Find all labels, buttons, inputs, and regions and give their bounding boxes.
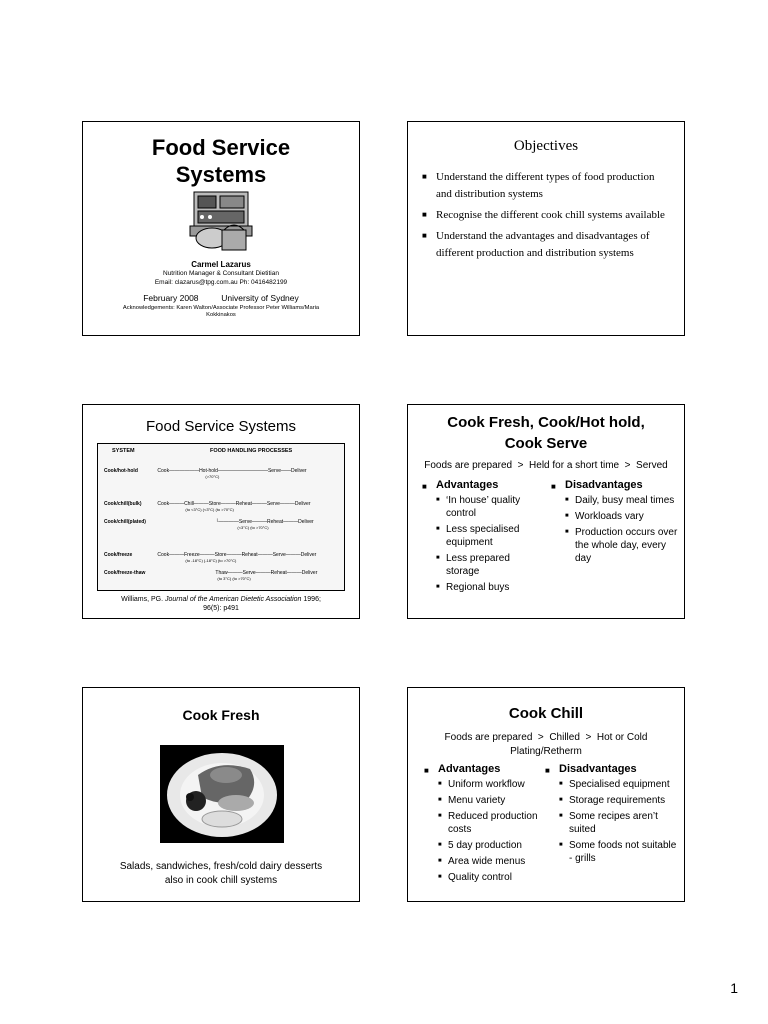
advantage-item: ■ Reduced production costs: [438, 810, 548, 836]
row-temps: (to 3°C) (to >70°C): [217, 576, 251, 581]
row-process: Cook——————Hot-hold——————————Serve——Deliver: [157, 468, 307, 474]
advantage-item: ■ Less specialised equipment: [436, 523, 546, 549]
advantages-heading: ■ Advantages: [424, 763, 548, 776]
advantage-item: ■ 5 day production: [438, 839, 548, 852]
advantage-item: ■ Uniform workflow: [438, 778, 548, 791]
disadvantage-item: ■ Daily, busy meal times: [565, 494, 679, 507]
table-row: [104, 501, 317, 519]
slide5-caption-line2: also in cook chill systems: [164, 875, 278, 886]
slide-title: [82, 121, 360, 336]
institution: University of Sydney: [221, 293, 299, 303]
disadvantage-item: ■ Production occurs over the whole day, every day: [565, 526, 679, 565]
row-system: Cook/hot-hold: [104, 468, 138, 474]
slide1-title-line1: Food Service: [151, 135, 291, 160]
table-row: [104, 570, 317, 588]
row-process: Cook———Chill———Store———Reheat———Serve———Deliver: [157, 501, 311, 507]
slide-cook-fresh: [82, 687, 360, 902]
table-header-processes: FOOD HANDLING PROCESSES: [210, 448, 293, 454]
row-temps: (to <3°C) (<3°C) (to >70°C): [185, 507, 234, 512]
row-temps: (to -18°C) (-18°C) (to >70°C): [185, 558, 237, 563]
advantage-item: ■ Menu variety: [438, 794, 548, 807]
slide2-title: Objectives: [513, 138, 579, 154]
slide4-title-line2: Cook Serve: [504, 435, 588, 452]
row-system: Cook/freeze: [104, 552, 133, 558]
disadvantage-item: ■ Some recipes aren’t suited: [559, 810, 679, 836]
advantages-heading: ■ Advantages: [422, 479, 546, 492]
slide-food-service-systems: [82, 404, 360, 619]
row-system: Cook/freeze-thaw: [104, 570, 146, 576]
row-process: Thaw———Serve———Reheat———Deliver: [215, 570, 318, 576]
kitchen-clipart-icon: [188, 190, 254, 252]
author-contact: Email: clazarus@tpg.com.au Ph: 0416482199: [154, 279, 288, 286]
advantage-item: ■ Quality control: [438, 871, 548, 884]
slide3-title: Food Service Systems: [145, 418, 297, 435]
acknowledgements-line1: Acknowledgements: Karen Walton/Associate Professor Peter Williams/Maria: [122, 305, 320, 311]
author-name: Carmel Lazarus: [191, 260, 251, 269]
disadvantage-item: ■ Workloads vary: [565, 510, 679, 523]
row-process: └————Serve———Reheat———Deliver: [215, 519, 314, 525]
page-number: 1: [730, 980, 738, 996]
presentation-date: February 2008: [143, 293, 199, 303]
advantage-item: ■ Area wide menus: [438, 855, 548, 868]
disadvantages-heading: ■ Disadvantages: [551, 479, 679, 492]
row-temps: (>70°C): [205, 474, 220, 479]
disadvantage-item: ■ Specialised equipment: [559, 778, 679, 791]
table-header-system: SYSTEM: [112, 448, 135, 454]
objective-item: ■ Understand the different types of food production and distribution systems: [422, 169, 670, 203]
row-process: Cook———Freeze———Store———Reheat———Serve———Deliver: [157, 552, 317, 558]
slide4-title-line1: Cook Fresh, Cook/Hot hold,: [447, 414, 645, 431]
disadvantage-item: ■ Some foods not suitable - grills: [559, 839, 679, 865]
plated-meal-photo-icon: [160, 745, 284, 843]
acknowledgements-line2: Kokkinakos: [206, 312, 236, 318]
slide5-caption-line1: Salads, sandwiches, fresh/cold dairy desserts: [119, 861, 323, 872]
slide3-citation: Williams, PG. Journal of the American Dietetic Association 1996; 96(5): p491: [121, 596, 321, 612]
slide4-flow: Foods are prepared > Held for a short time > Served: [424, 460, 668, 471]
slide6-title: Cook Chill: [508, 705, 584, 722]
table-row: [104, 519, 317, 552]
disadvantages-heading: ■ Disadvantages: [545, 763, 679, 776]
objective-item: ■ Understand the advantages and disadvantages of different production and distribution systems: [422, 228, 670, 262]
advantage-item: ■ ‘In house’ quality control: [436, 494, 546, 520]
food-handling-table: [97, 443, 345, 591]
slide-cook-fresh-hot-hold: [407, 404, 685, 619]
slide1-title-line2: Systems: [175, 162, 267, 187]
slide6-flow-line1: Foods are prepared > Chilled > Hot or Cold: [444, 732, 648, 743]
table-row: [104, 468, 317, 501]
row-system: Cook/chill(bulk): [104, 501, 142, 507]
slide-objectives: [407, 121, 685, 336]
advantage-item: ■ Regional buys: [436, 581, 546, 594]
objective-item: ■ Recognise the different cook chill systems available: [422, 207, 670, 224]
slide5-title: Cook Fresh: [182, 707, 260, 723]
row-system: Cook/chill(plated): [104, 519, 146, 525]
author-role: Nutrition Manager & Consultant Dietitian: [163, 270, 279, 277]
disadvantage-item: ■ Storage requirements: [559, 794, 679, 807]
slide-cook-chill: [407, 687, 685, 902]
table-row: [104, 552, 317, 570]
advantage-item: ■ Less prepared storage: [436, 552, 546, 578]
row-temps: (<3°C) (to >70°C): [237, 525, 269, 530]
slide6-flow-line2: Plating/Retherm: [510, 746, 582, 757]
